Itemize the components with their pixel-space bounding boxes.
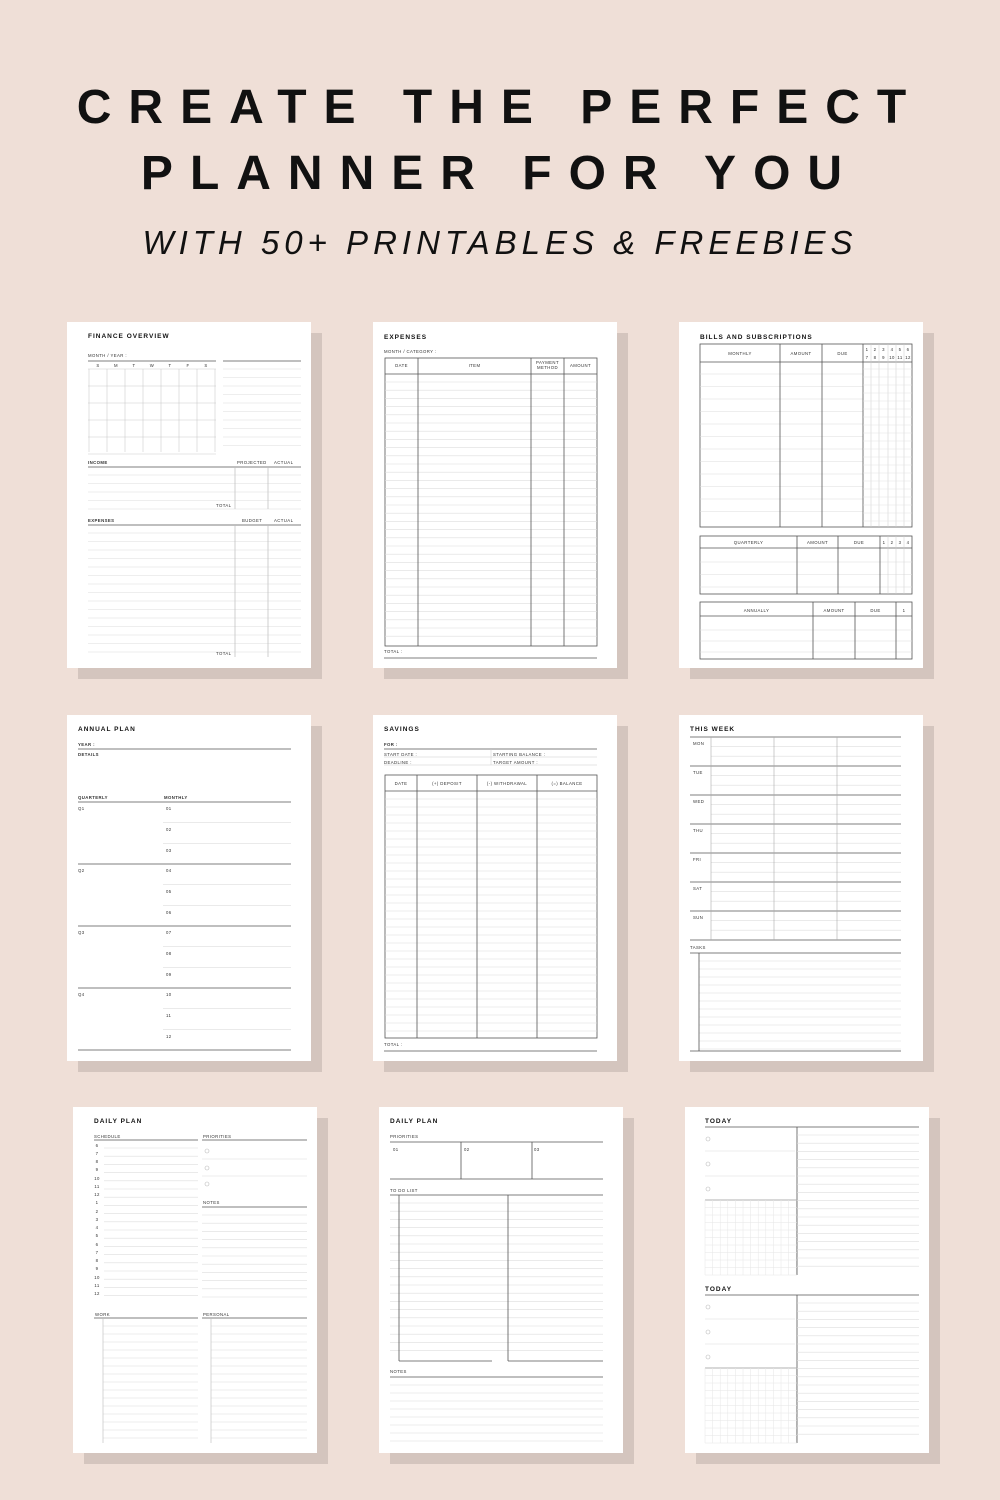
due-header: DUE: [870, 608, 881, 613]
actual-label: ACTUAL: [274, 518, 294, 523]
month-label: 12: [166, 1034, 172, 1039]
date-header: DATE: [394, 781, 408, 786]
target-amount-label: TARGET AMOUNT :: [493, 760, 538, 765]
quarter-num: 1: [882, 540, 886, 545]
table-frame: [700, 344, 912, 527]
bills-card: [679, 322, 923, 668]
hour-label: 12: [94, 1291, 100, 1296]
hour-label: 5: [95, 1233, 99, 1238]
monthly-header: MONTHLY: [728, 351, 752, 356]
expenses-page: [373, 322, 617, 668]
headline-subtitle: WITH 50+ PRINTABLES & FREEBIES: [142, 224, 858, 261]
due-header: DUE: [853, 540, 865, 545]
hour-label: 12: [94, 1192, 100, 1197]
hour-label: 11: [94, 1283, 100, 1288]
finance-overview-card: [67, 322, 311, 668]
hour-label: 9: [95, 1167, 99, 1172]
month-label: 02: [166, 827, 172, 832]
page-title: DAILY PLAN: [94, 1118, 143, 1125]
day-label: TUE: [693, 770, 703, 775]
daily-plan-2-page: [379, 1107, 623, 1453]
notes-label: NOTES: [203, 1200, 220, 1205]
amount-header: AMOUNT: [823, 608, 845, 613]
month-num: 9: [882, 355, 885, 360]
deposit-header: (+) DEPOSIT: [432, 781, 462, 786]
total-label: TOTAL :: [384, 649, 403, 654]
personal-label: PERSONAL: [203, 1312, 230, 1317]
schedule-label: SCHEDULE: [94, 1134, 121, 1139]
expenses-card: [373, 322, 617, 668]
hour-label: 8: [95, 1159, 99, 1164]
weekday-label: W: [149, 363, 155, 368]
quarter-num: 4: [906, 540, 910, 545]
hour-label: 6: [95, 1242, 99, 1247]
amount-header: AMOUNT: [806, 540, 829, 545]
hour-label: 9: [95, 1266, 99, 1271]
quarter-label: Q4: [78, 992, 85, 997]
priority-number: 03: [534, 1147, 540, 1152]
this-week-card: [679, 715, 923, 1061]
today-lines: [685, 1107, 929, 1453]
bills-lines: [679, 322, 923, 668]
today-page: [685, 1107, 929, 1453]
income-label: INCOME: [88, 460, 108, 465]
table-frame: [385, 358, 597, 646]
page-title: ANNUAL PLAN: [78, 726, 136, 733]
details-label: DETAILS: [78, 752, 99, 757]
checkbox-circle: [706, 1137, 710, 1141]
month-num: 2: [873, 347, 877, 352]
priority-number: 01: [393, 1147, 399, 1152]
savings-card: [373, 715, 617, 1061]
checkbox-circle: [706, 1355, 710, 1359]
expenses-label: EXPENSES: [88, 518, 115, 523]
quarterly-label: QUARTERLY: [78, 795, 108, 800]
page-title: FINANCE OVERVIEW: [88, 333, 170, 340]
month-year-label: MONTH / YEAR :: [88, 353, 127, 358]
this-week-lines: [679, 715, 923, 1061]
month-num: 7: [865, 355, 869, 360]
annual-plan-card: [67, 715, 311, 1061]
due-header: DUE: [837, 351, 848, 356]
checkbox-circle: [706, 1187, 710, 1191]
deadline-label: DEADLINE :: [384, 760, 412, 765]
page-title: SAVINGS: [384, 726, 420, 733]
month-num: 12: [905, 355, 911, 360]
annual-plan-page: [67, 715, 311, 1061]
amount-header: AMOUNT: [790, 351, 812, 356]
quarter-num: 3: [898, 540, 902, 545]
tasks-label: TASKS: [690, 945, 706, 950]
budget-label: BUDGET: [242, 518, 263, 523]
annual-plan-lines: [67, 715, 311, 1061]
hour-label: 3: [95, 1217, 99, 1222]
notes-label: NOTES: [390, 1369, 407, 1374]
weekday-label: S: [204, 363, 208, 368]
monthly-label: MONTHLY: [164, 795, 188, 800]
hour-label: 10: [94, 1176, 100, 1181]
month-num: 3: [882, 347, 885, 352]
month-num: 8: [873, 355, 877, 360]
withdrawal-header: (-) WITHDRAWAL: [486, 781, 528, 786]
hour-label: 8: [95, 1258, 99, 1263]
today-title: TODAY: [705, 1118, 733, 1125]
weekday-label: S: [96, 363, 100, 368]
finance-overview-page: [67, 322, 311, 668]
todo-label: TO DO LIST: [390, 1188, 418, 1193]
day-label: SAT: [693, 886, 703, 891]
actual-label: ACTUAL: [274, 460, 294, 465]
payment-method-header: PAYMENT METHOD: [536, 360, 559, 370]
checkbox-circle: [205, 1149, 209, 1153]
month-label: 07: [166, 930, 172, 935]
checkbox-circle: [706, 1305, 710, 1309]
month-label: 04: [166, 868, 172, 873]
hour-label: 2: [95, 1209, 99, 1214]
this-week-page: [679, 715, 923, 1061]
month-label: 03: [166, 848, 172, 853]
month-num: 5: [898, 347, 902, 352]
month-label: 10: [166, 992, 172, 997]
bills-page: [679, 322, 923, 668]
month-label: 05: [166, 889, 172, 894]
year-label: YEAR :: [78, 742, 95, 747]
date-header: DATE: [395, 363, 408, 368]
day-label: THU: [693, 828, 704, 833]
finance-overview-lines: [67, 322, 311, 668]
day-label: SUN: [693, 915, 704, 920]
checkbox-circle: [205, 1182, 209, 1186]
headline-line1: CREATE THE PERFECT: [76, 81, 924, 134]
hour-label: 7: [95, 1151, 99, 1156]
daily-plan-lines: [73, 1107, 317, 1453]
amount-header: AMOUNT: [569, 363, 592, 368]
headline-line2: PLANNER FOR YOU: [140, 147, 860, 200]
daily-plan-card: [73, 1107, 317, 1453]
quarter-label: Q2: [78, 868, 85, 873]
for-label: FOR :: [384, 742, 398, 747]
weekday-label: M: [114, 363, 118, 368]
work-label: WORK: [95, 1312, 110, 1317]
day-label: WED: [693, 799, 705, 804]
month-num: 4: [890, 347, 894, 352]
weekday-label: F: [186, 363, 190, 368]
projected-label: PROJECTED: [237, 460, 267, 465]
page-title: BILLS AND SUBSCRIPTIONS: [700, 334, 813, 341]
quarter-label: Q1: [78, 806, 85, 811]
total-label: TOTAL :: [384, 1042, 403, 1047]
month-num: 10: [889, 355, 895, 360]
month-num: 6: [906, 347, 910, 352]
priority-number: 02: [464, 1147, 470, 1152]
month-label: 11: [166, 1013, 172, 1018]
daily-plan-page: [73, 1107, 317, 1453]
daily-plan-2-lines: [379, 1107, 623, 1453]
hour-label: 10: [94, 1275, 100, 1280]
quarterly-header: QUARTERLY: [733, 540, 764, 545]
checkbox-circle: [706, 1162, 710, 1166]
day-label: FRI: [693, 857, 702, 862]
item-header: ITEM: [468, 363, 481, 368]
starting-balance-label: STARTING BALANCE :: [493, 752, 546, 757]
day-label: MON: [693, 741, 705, 746]
page-title: THIS WEEK: [690, 726, 736, 733]
income-total-label: TOTAL: [216, 503, 232, 508]
checkbox-circle: [205, 1166, 209, 1170]
priorities-label: PRIORITIES: [203, 1134, 232, 1139]
expenses-lines: [373, 322, 617, 668]
balance-header: (=) BALANCE: [551, 781, 583, 786]
month-num: 11: [897, 355, 903, 360]
start-date-label: START DATE :: [384, 752, 418, 757]
quarter-label: Q3: [78, 930, 85, 935]
page-title: DAILY PLAN: [390, 1118, 439, 1125]
weekday-label: T: [168, 363, 172, 368]
savings-lines: [373, 715, 617, 1061]
hour-label: 7: [95, 1250, 99, 1255]
daily-plan-2-card: [379, 1107, 623, 1453]
today-card: [685, 1107, 929, 1453]
month-label: 06: [166, 910, 172, 915]
quarter-num: 2: [890, 540, 894, 545]
annually-header: ANNUALLY: [743, 608, 770, 613]
weekday-label: T: [132, 363, 136, 368]
month-num: 1: [865, 347, 869, 352]
priorities-label: PRIORITIES: [390, 1134, 419, 1139]
month-label: 08: [166, 951, 172, 956]
month-category-label: MONTH / CATEGORY :: [384, 349, 437, 354]
expenses-total-label: TOTAL: [216, 651, 232, 656]
page-title: EXPENSES: [384, 334, 428, 341]
hour-label: 11: [94, 1184, 100, 1189]
month-label: 01: [166, 806, 172, 811]
month-label: 09: [166, 972, 172, 977]
hour-label: 4: [95, 1225, 99, 1230]
hour-label: 6: [95, 1143, 99, 1148]
savings-page: [373, 715, 617, 1061]
checkbox-circle: [706, 1330, 710, 1334]
hour-label: 1: [95, 1200, 99, 1205]
annual-num: 1: [902, 608, 906, 613]
today-title: TODAY: [705, 1286, 733, 1293]
